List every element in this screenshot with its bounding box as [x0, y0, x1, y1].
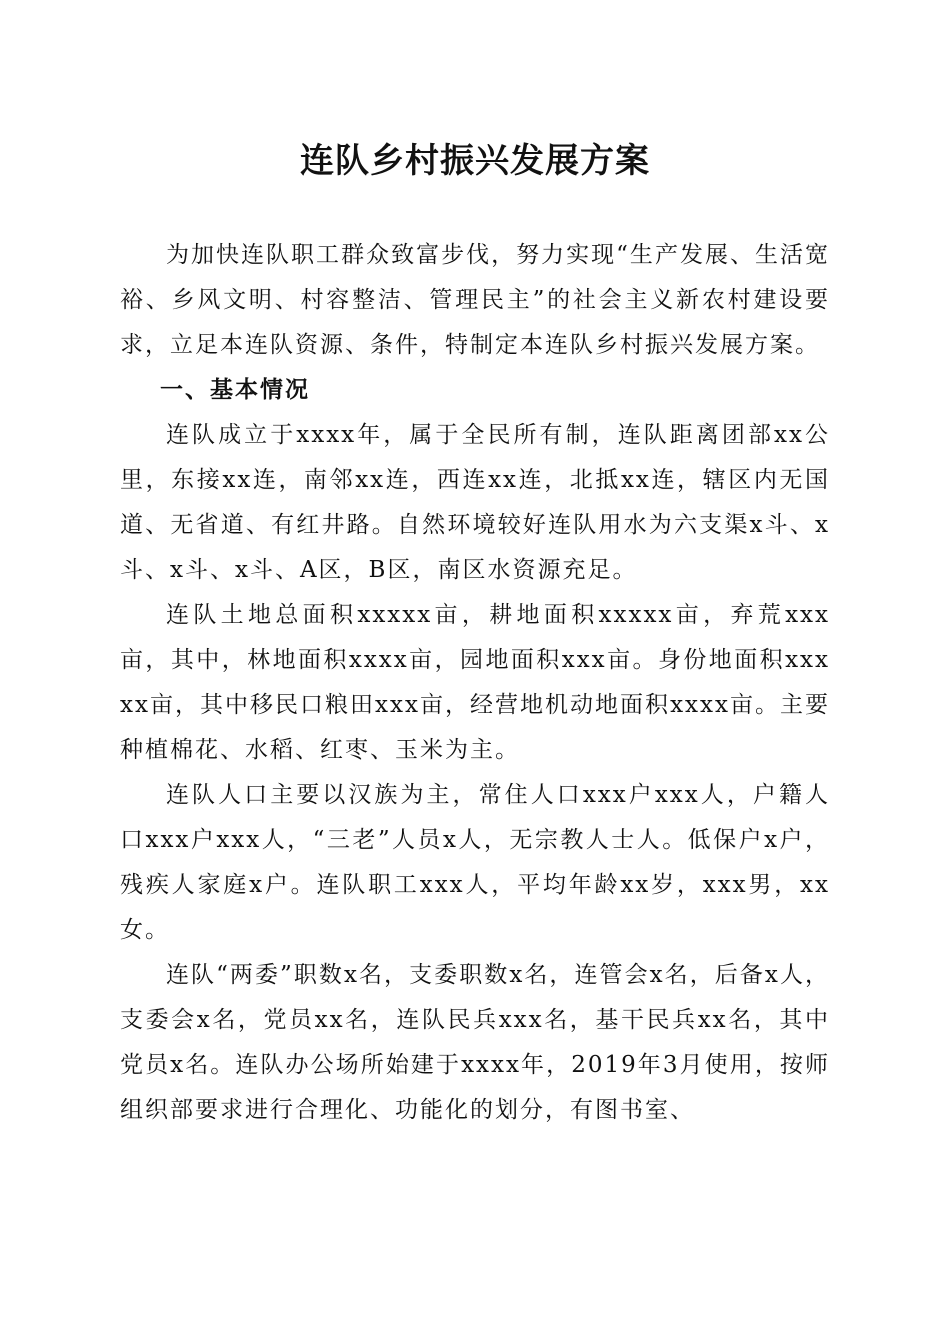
body-paragraph-2: 连队土地总面积xxxxx亩，耕地面积xxxxx亩，弃荒xxx亩，其中，林地面积xxxx亩，园地面积xxx亩。身份地面积xxxxx亩，其中移民口粮田xxx亩，经营地机动地面积xxxx亩。主要种植棉花、水稻、红枣、玉米为主。 — [120, 602, 830, 763]
section-heading-basic-situation: 一、基本情况 — [160, 377, 310, 403]
document-title: 连队乡村振兴发展方案 — [300, 141, 650, 181]
document-body — [120, 233, 830, 1133]
body-paragraph-4: 连队“两委”职数x名，支委职数x名，连管会x名，后备x人，支委会x名，党员xx名，连队民兵xxx名，基干民兵xx名，其中党员x名。连队办公场所始建于xxxx年，2019年3月使用，按师组织部要求进行合理化、功能化的划分，有图书室、 — [120, 962, 830, 1123]
intro-paragraph: 为加快连队职工群众致富步伐，努力实现“生产发展、生活宽裕、乡风文明、村容整洁、管理民主”的社会主义新农村建设要求，立足本连队资源、条件，特制定本连队乡村振兴发展方案。 — [120, 242, 830, 358]
body-paragraph-1: 连队成立于xxxx年，属于全民所有制，连队距离团部xx公里，东接xx连，南邻xx连，西连xx连，北抵xx连，辖区内无国道、无省道、有红井路。自然环境较好连队用水为六支渠x斗、x斗、x斗、x斗、A区，B区，南区水资源充足。 — [120, 422, 830, 583]
body-paragraph-3: 连队人口主要以汉族为主，常住人口xxx户xxx人，户籍人口xxx户xxx人，“三老”人员x人，无宗教人士人。低保户x户，残疾人家庭x户。连队职工xxx人，平均年龄xx岁，xxx男，xx女。 — [120, 782, 830, 943]
